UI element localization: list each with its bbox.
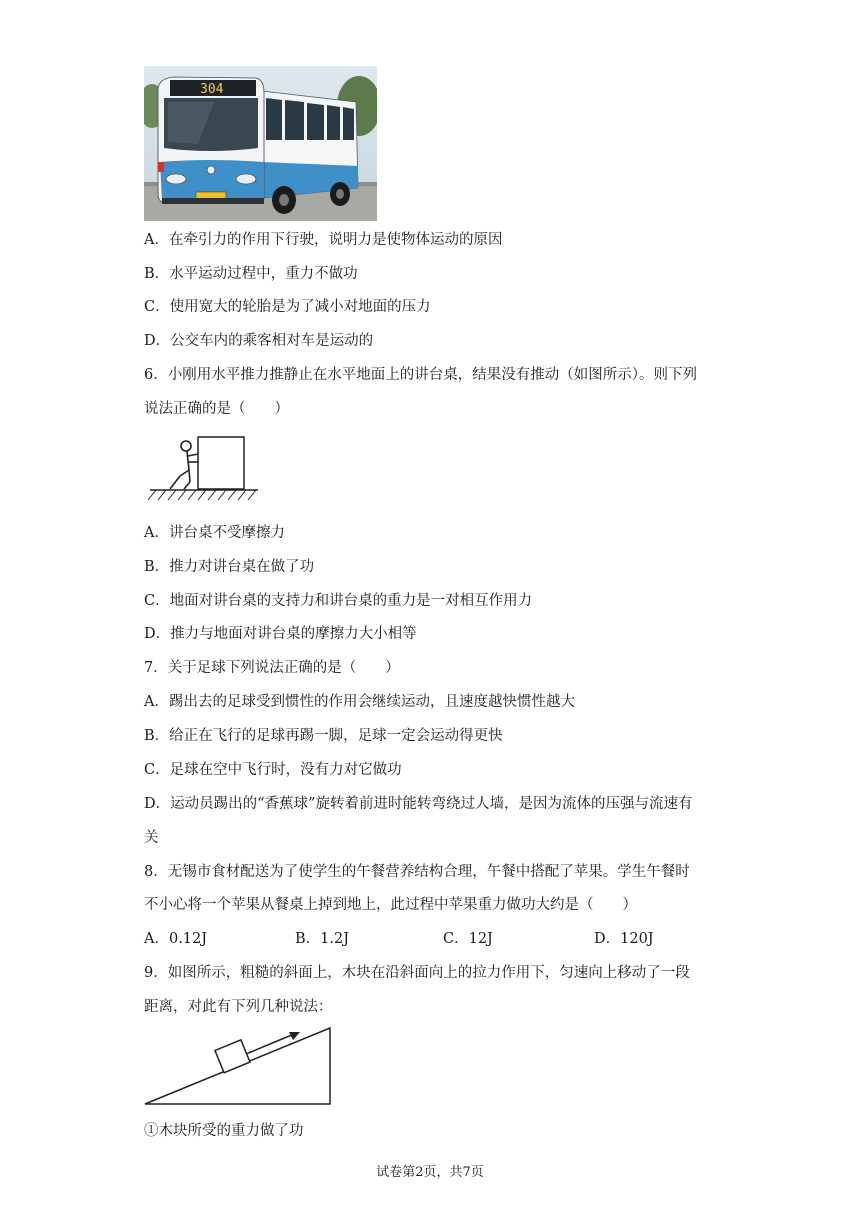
q8-option-b: B．1.2J bbox=[295, 931, 350, 947]
q6-option-a: A．讲台桌不受摩擦力 bbox=[144, 525, 285, 541]
q5-option-d: D．公交车内的乘客相对车是运动的 bbox=[144, 333, 374, 349]
q6-option-d: D．推力与地面对讲台桌的摩擦力大小相等 bbox=[144, 626, 417, 642]
q7-option-d-line1: D．运动员踢出的“香蕉球”旋转着前进时能转弯绕过人墙，是因为流体的压强与流速有 bbox=[144, 796, 693, 812]
q5-option-c: C．使用宽大的轮胎是为了减小对地面的压力 bbox=[144, 299, 431, 315]
q7-stem: 7．关于足球下列说法正确的是（ ） bbox=[144, 660, 400, 676]
q8-option-a: A．0.12J bbox=[144, 931, 208, 947]
q8-option-c: C．12J bbox=[443, 931, 493, 947]
q6-option-b: B．推力对讲台桌在做了功 bbox=[144, 559, 315, 575]
q8-stem-line1: 8．无锡市食材配送为了使学生的午餐营养结构合理，午餐中搭配了苹果。学生午餐时 bbox=[144, 864, 690, 880]
bus-route-number: 304 bbox=[200, 82, 224, 97]
q7-option-d-line2: 关 bbox=[144, 830, 159, 846]
q8-option-d: D．120J bbox=[594, 931, 654, 947]
incline-block-figure bbox=[142, 1024, 334, 1108]
q7-option-b: B．给正在飞行的足球再踢一脚，足球一定会运动得更快 bbox=[144, 728, 503, 744]
q6-stem-line2: 说法正确的是（ ） bbox=[144, 401, 289, 417]
q6-option-c: C．地面对讲台桌的支持力和讲台桌的重力是一对相互作用力 bbox=[144, 593, 533, 609]
q7-option-a: A．踢出去的足球受到惯性的作用会继续运动，且速度越快惯性越大 bbox=[144, 694, 575, 710]
q5-option-b: B．水平运动过程中，重力不做功 bbox=[144, 266, 358, 282]
q8-stem-line2: 不小心将一个苹果从餐桌上掉到地上，此过程中苹果重力做功大约是（ ） bbox=[144, 897, 637, 913]
q6-stem-line1: 6．小刚用水平推力推静止在水平地面上的讲台桌，结果没有推动（如图所示）。则下列 bbox=[144, 367, 697, 383]
bus-photo bbox=[144, 66, 377, 221]
q9-stem-line1: 9．如图所示，粗糙的斜面上，木块在沿斜面向上的拉力作用下，匀速向上移动了一段 bbox=[144, 965, 690, 981]
page-footer: 试卷第2页，共7页 bbox=[376, 1165, 484, 1180]
q9-stem-line2: 距离，对此有下列几种说法： bbox=[144, 999, 333, 1015]
q5-option-a: A．在牵引力的作用下行驶，说明力是使物体运动的原因 bbox=[144, 232, 503, 248]
person-pushing-desk-figure bbox=[146, 432, 260, 506]
q7-option-c: C．足球在空中飞行时，没有力对它做功 bbox=[144, 762, 402, 778]
q9-item-1: ①木块所受的重力做了功 bbox=[144, 1123, 304, 1139]
